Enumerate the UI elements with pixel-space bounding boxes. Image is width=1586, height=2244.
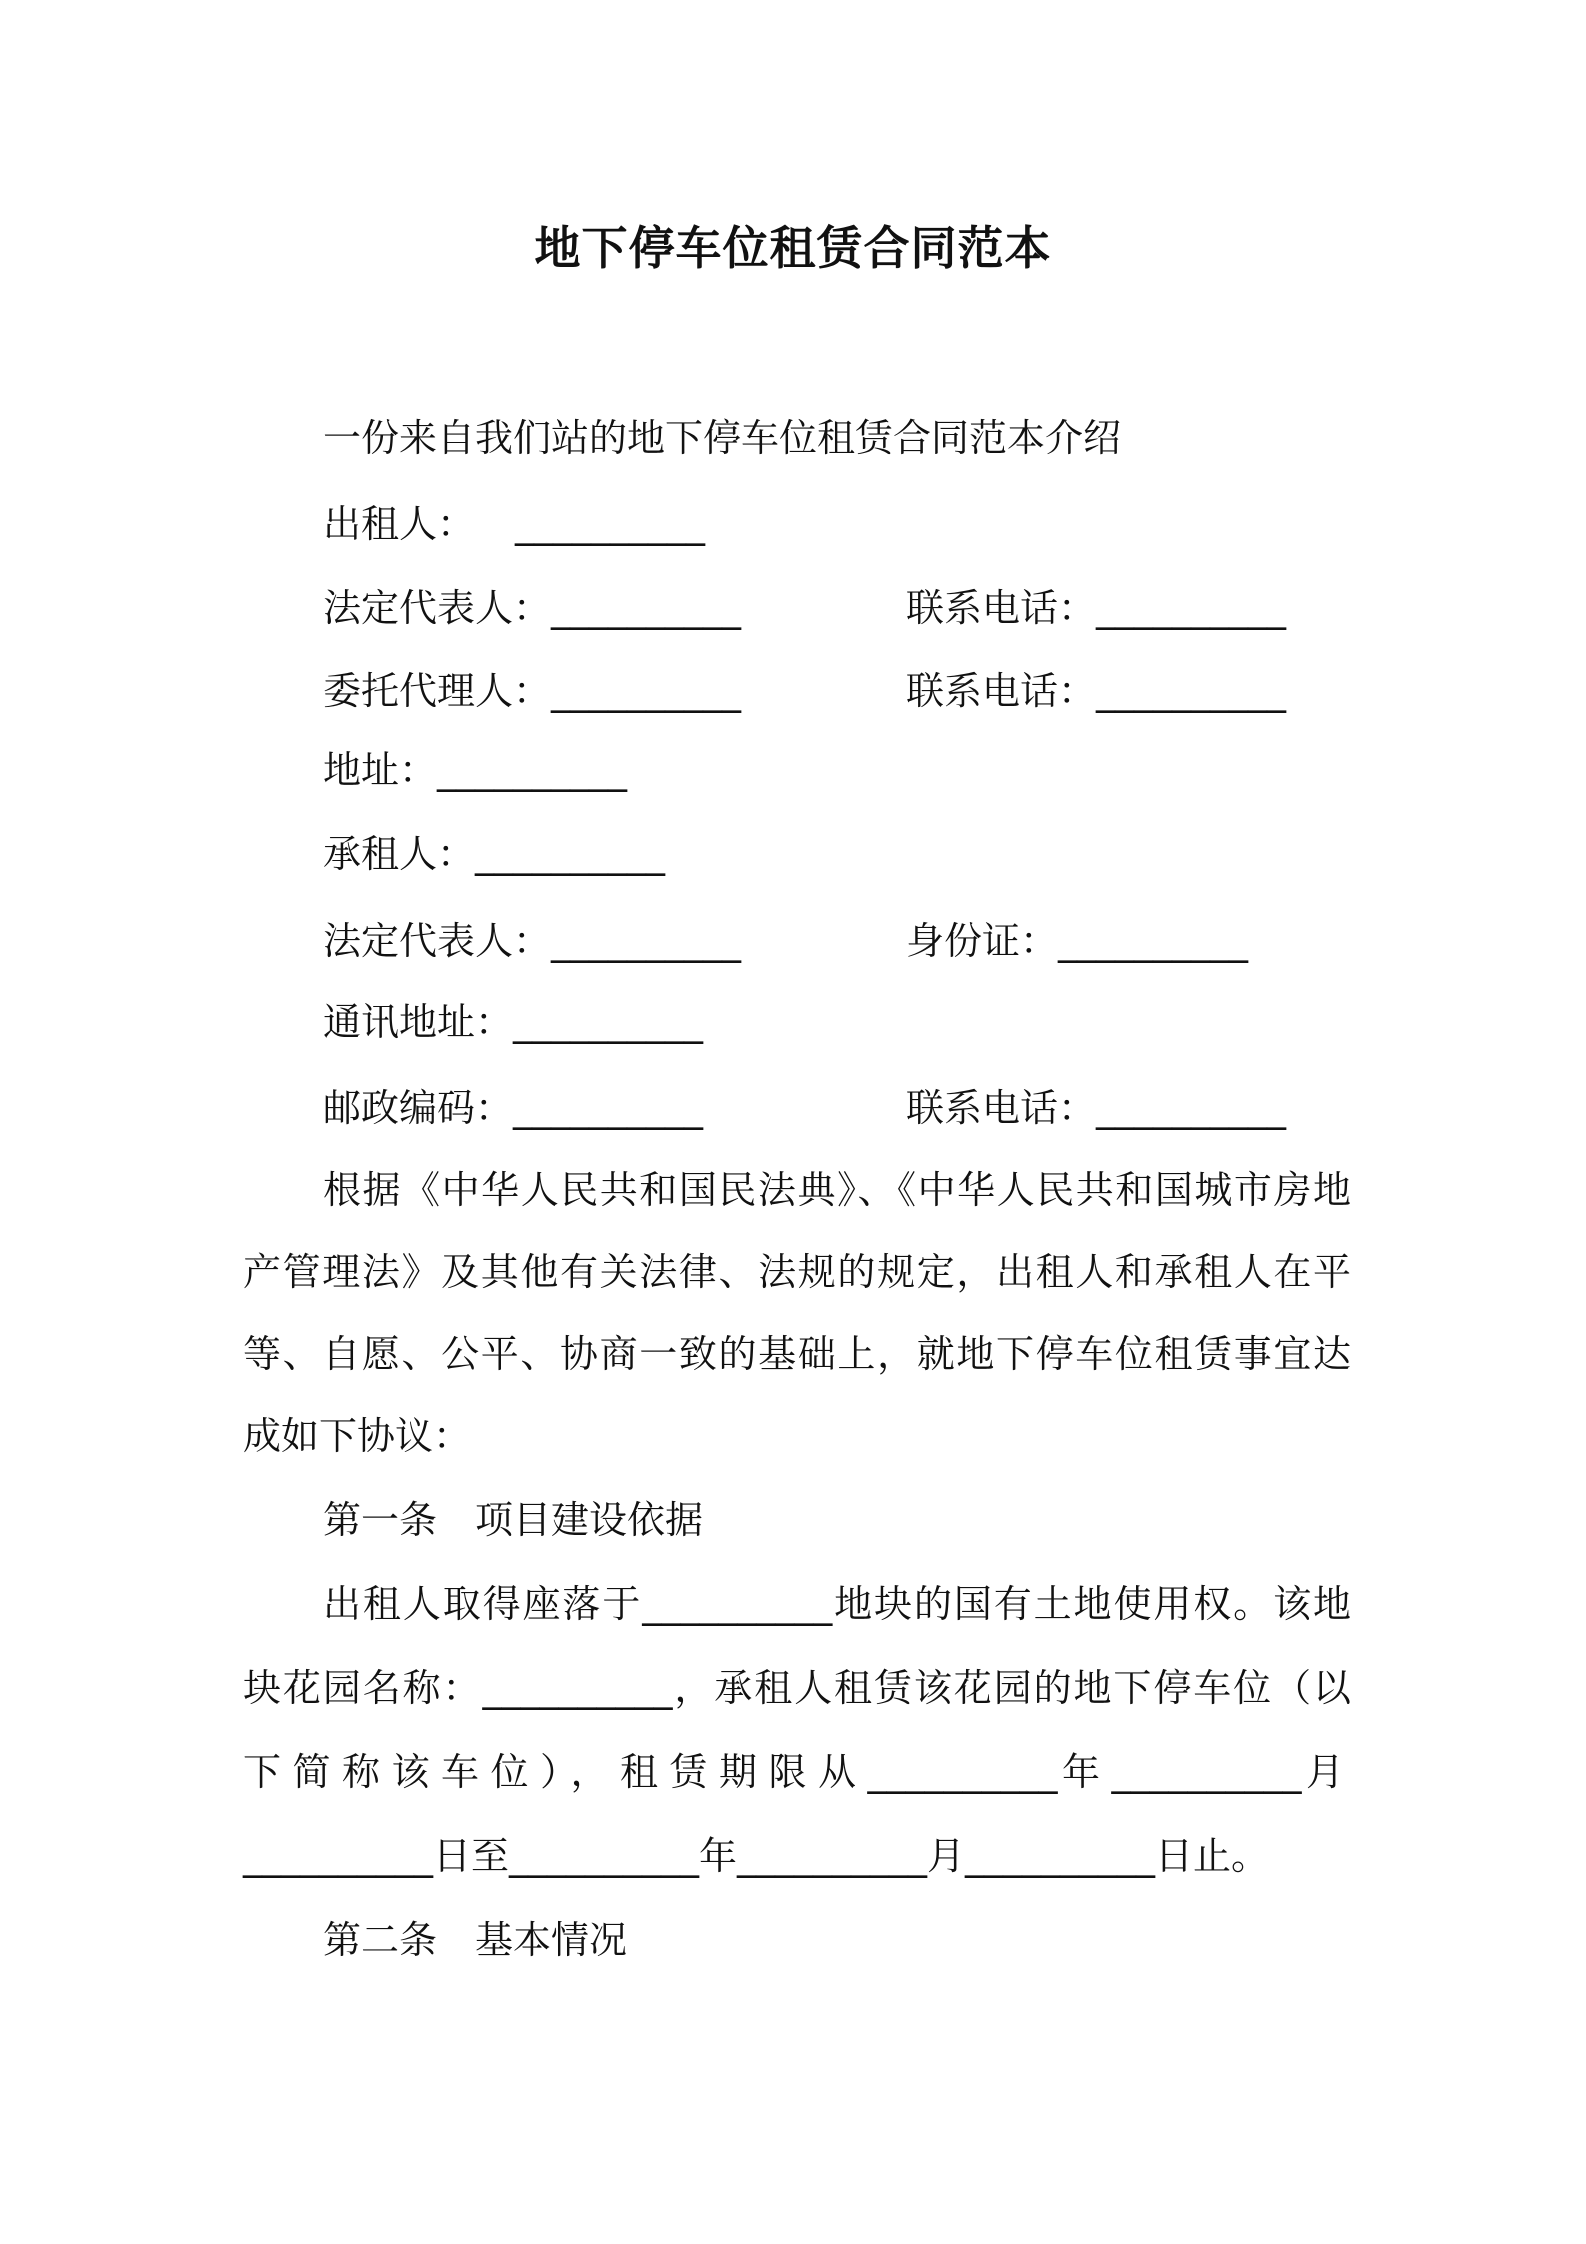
lessor-legal-rep-field bbox=[323, 584, 741, 632]
blank-line: __________ bbox=[1096, 669, 1287, 713]
text-segment: 日止。 bbox=[1155, 1834, 1270, 1878]
blank-line: __________ bbox=[437, 748, 628, 792]
field-label: 邮政编码： bbox=[323, 1086, 514, 1130]
preamble-line: 等、自愿、公平、协商一致的基础上，就地下停车位租赁事宜达 bbox=[243, 1332, 1351, 1376]
article-1-line bbox=[243, 1748, 1351, 1796]
lessor-agent-phone-field bbox=[906, 667, 1286, 715]
field-label: 法定代表人： bbox=[323, 586, 552, 630]
blank-line: __________ bbox=[243, 1834, 433, 1878]
text-segment: ，承租人租赁该花园的地下停车位（以 bbox=[672, 1666, 1351, 1710]
text-segment: 地块的国有土地使用权。该地 bbox=[832, 1582, 1351, 1626]
text-segment: 年 bbox=[1057, 1750, 1112, 1794]
lessee-field bbox=[323, 830, 665, 878]
text-segment: 月 bbox=[1301, 1750, 1351, 1794]
field-label: 地址： bbox=[323, 748, 438, 792]
field-label: 联系电话： bbox=[906, 669, 1097, 713]
article-1-heading: 第一条 项目建设依据 bbox=[323, 1498, 704, 1542]
blank-line: __________ bbox=[551, 919, 742, 963]
text-segment: 下简称该车位），租赁期限从 bbox=[243, 1750, 868, 1794]
field-label: 联系电话： bbox=[906, 586, 1097, 630]
text-segment: 出租人取得座落于 bbox=[323, 1582, 643, 1626]
blank-line: __________ bbox=[551, 586, 742, 630]
blank-line: __________ bbox=[509, 1834, 700, 1878]
text-segment: 日至 bbox=[433, 1834, 510, 1878]
lessor-phone-field bbox=[906, 584, 1286, 632]
blank-line: __________ bbox=[1096, 586, 1287, 630]
article-2-heading: 第二条 基本情况 bbox=[323, 1918, 628, 1962]
field-label: 联系电话： bbox=[906, 1086, 1097, 1130]
blank-line: __________ bbox=[551, 669, 742, 713]
blank-line: __________ bbox=[737, 1834, 928, 1878]
preamble-line: 成如下协议： bbox=[243, 1414, 472, 1458]
preamble-line: 产管理法》及其他有关法律、法规的规定，出租人和承租人在平 bbox=[243, 1250, 1351, 1294]
blank-line: __________ bbox=[513, 1086, 704, 1130]
article-1-line bbox=[323, 1580, 1351, 1628]
field-label: 通讯地址： bbox=[323, 1000, 514, 1044]
lessor-field bbox=[323, 500, 705, 548]
preamble-line: 根据《中华人民共和国民法典》、《中华人民共和国城市房地 bbox=[323, 1168, 1351, 1212]
article-1-line bbox=[243, 1664, 1351, 1712]
field-label: 委托代理人： bbox=[323, 669, 552, 713]
blank-line: __________ bbox=[1058, 919, 1249, 963]
lessee-phone-field bbox=[906, 1084, 1286, 1132]
field-label: 身份证： bbox=[906, 919, 1059, 963]
blank-line: __________ bbox=[965, 1834, 1156, 1878]
blank-line: __________ bbox=[475, 832, 666, 876]
blank-line: __________ bbox=[513, 1000, 704, 1044]
blank-line: __________ bbox=[1111, 1750, 1302, 1794]
field-label: 法定代表人： bbox=[323, 919, 552, 963]
article-1-line bbox=[243, 1832, 1269, 1880]
blank-line: __________ bbox=[1096, 1086, 1287, 1130]
lessee-id-field bbox=[906, 917, 1248, 965]
blank-line: __________ bbox=[515, 502, 706, 546]
lessor-agent-field bbox=[323, 667, 741, 715]
lessee-address-field bbox=[323, 998, 703, 1046]
text-segment: 年 bbox=[699, 1834, 738, 1878]
text-segment: 月 bbox=[927, 1834, 966, 1878]
field-label: 承租人： bbox=[323, 832, 476, 876]
blank-line: __________ bbox=[482, 1666, 673, 1710]
page-title: 地下停车位租赁合同范本 bbox=[534, 221, 1052, 275]
lessee-legal-rep-field bbox=[323, 917, 741, 965]
lessee-postcode-field bbox=[323, 1084, 703, 1132]
lessor-address-field bbox=[323, 746, 627, 794]
blank-line: __________ bbox=[642, 1582, 833, 1626]
intro-line: 一份来自我们站的地下停车位租赁合同范本介绍 bbox=[323, 416, 1122, 460]
text-segment: 块花园名称： bbox=[243, 1666, 483, 1710]
blank-line: __________ bbox=[867, 1750, 1058, 1794]
field-label: 出租人： bbox=[323, 502, 476, 546]
